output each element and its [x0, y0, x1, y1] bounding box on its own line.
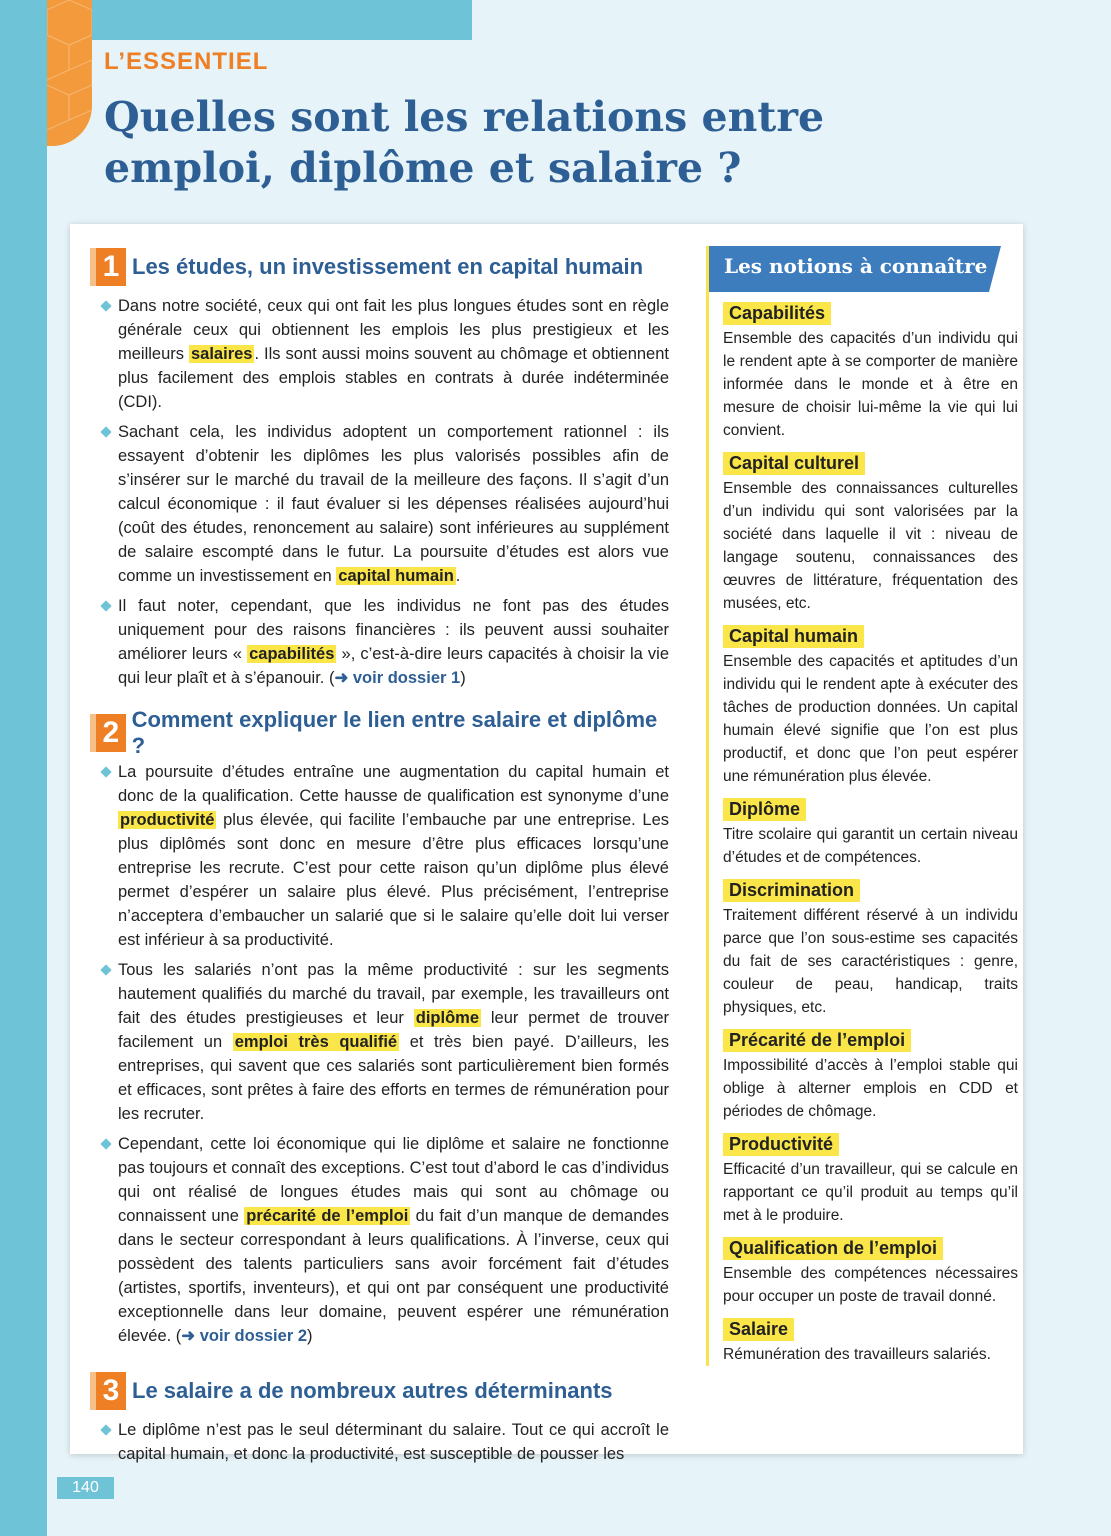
notion-definition: Ensemble des capacités d’un individu qui le rendent apte à se comporter de manière informée dans le monde et à être en mesure de choisir lui-même la vie qui lui convient. — [723, 330, 1018, 439]
section-1 — [90, 248, 669, 690]
page-number: 140 — [57, 1477, 114, 1499]
dossier-reference: ➜ voir dossier 2 — [181, 1327, 308, 1345]
notion-item — [723, 869, 1018, 1019]
notion-item — [723, 788, 1018, 869]
orange-tab-decoration — [47, 0, 92, 146]
section-header — [90, 707, 669, 758]
bullet-paragraph — [90, 594, 669, 690]
notion-term: Précarité de l’emploi — [723, 1029, 911, 1052]
notions-heading: Les notions à connaître — [724, 254, 988, 278]
text-run: Tous les salariés n’ont pas la même productivité : sur les segments hautement qualifiés du marché du travail, par exemple, les travailleurs ont fait des études prestigieuses et leur — [118, 961, 669, 1027]
notion-item — [723, 1227, 1018, 1308]
highlighted-term: précarité de l’emploi — [246, 1207, 409, 1225]
notions-sidebar — [706, 246, 1018, 1366]
section-paragraphs — [90, 1418, 669, 1466]
notion-definition: Rémunération des travailleurs salariés. — [723, 1346, 991, 1363]
text-run: . — [455, 567, 461, 585]
notion-item — [723, 1019, 1018, 1123]
bullet-paragraph — [90, 1418, 669, 1466]
notion-term: Diplôme — [723, 798, 806, 821]
section-header — [90, 248, 669, 286]
bullet-paragraph — [90, 420, 669, 588]
section-title: Comment expliquer le lien entre salaire et diplôme ? — [131, 707, 658, 758]
notion-item — [723, 1308, 1018, 1366]
notion-definition: Impossibilité d’accès à l’emploi stable qui oblige à alterner emplois en CDD et périodes de chômage. — [723, 1057, 1018, 1120]
bullet-paragraph — [90, 294, 669, 414]
highlighted-term: salaires — [191, 345, 253, 363]
notion-term: Capabilités — [723, 302, 831, 325]
text-run: . Ils sont aussi moins souvent au chômage et obtiennent plus facilement des emplois stables en contrats à durée indéterminée (CDI). — [118, 345, 669, 411]
section-number: 3 — [90, 1372, 126, 1410]
text-run: Il faut noter, cependant, que les individus ne font pas des études uniquement pour des raisons financières : ils peuvent aussi souhaiter améliorer leurs « — [118, 597, 669, 663]
highlighted-term: diplôme — [415, 1009, 480, 1027]
notion-item — [723, 292, 1018, 442]
notion-term: Productivité — [723, 1133, 839, 1156]
notion-definition: Ensemble des connaissances culturelles d’un individu qui sont valorisées par la société dans laquelle il vit : niveau de langage soutenu, connaissances des œuvres de littérature, fréquentation des musées, etc. — [723, 480, 1018, 612]
text-run: ) — [307, 1327, 313, 1345]
dossier-reference: ➜ voir dossier 1 — [334, 669, 461, 687]
kicker-label: L’ESSENTIEL — [104, 48, 269, 75]
notion-item — [723, 442, 1018, 615]
section-2 — [90, 707, 669, 1348]
section-header — [90, 1372, 669, 1410]
text-run: Le diplôme n’est pas le seul déterminant du salaire. Tout ce qui accroît le capital humain, et donc la productivité, est susceptible de pousser les — [118, 1421, 669, 1463]
text-run: du fait d’un manque de demandes dans le secteur correspondant à leurs qualifications. À l’inverse, ceux qui possèdent des talents particuliers sans avoir forcément fait d’études (artistes, sportifs, inventeurs), et qui ont par conséquent une productivité exceptionnelle dans leur domaine, peuvent espérer une rémunération élevée. ( — [118, 1207, 669, 1345]
notion-definition: Ensemble des compétences nécessaires pour occuper un poste de travail donné. — [723, 1265, 1018, 1305]
text-run: Dans notre société, ceux qui ont fait les plus longues études sont en règle générale ceux qui obtiennent les emplois les plus prestigieux et les meilleurs — [118, 297, 669, 363]
notions-header — [709, 246, 1001, 292]
section-title: Le salaire a de nombreux autres déterminants — [132, 1378, 613, 1403]
section-3 — [90, 1372, 669, 1466]
notion-term: Discrimination — [723, 879, 860, 902]
text-run: Cependant, cette loi économique qui lie diplôme et salaire ne fonctionne pas toujours et connaît des exceptions. C’est tout d’abord le cas d’individus qui ont réalisé de longues études mais qui sont au chômage ou connaissent une — [118, 1135, 669, 1225]
notion-definition: Ensemble des capacités et aptitudes d’un individu qui le rendent apte à exécuter des tâches de production données. Un capital humain élevé signifie que l’on est plus productif, et donc que l’on peut espérer une rémunération plus élevée. — [723, 653, 1018, 785]
text-run: », c’est-à-dire leurs capacités à choisir la vie qui leur plaît et à s’épanouir. ( — [118, 645, 669, 687]
notion-term: Capital culturel — [723, 452, 865, 475]
text-run: et très bien payé. D’ailleurs, les entreprises, qui savent que ces salariés sont particulièrement bien formés et efficaces, sont prêtes à faire des efforts en termes de rémunération pour les recruter. — [118, 1033, 669, 1123]
notion-item — [723, 1123, 1018, 1227]
notion-definition: Titre scolaire qui garantit un certain niveau d’études et de compétences. — [723, 826, 1018, 866]
section-paragraphs — [90, 760, 669, 1348]
notion-definition: Traitement différent réservé à un individu parce que l’on sous-estime ses capacités du fait de ses caractéristiques : genre, couleur de peau, handicap, traits physiques, etc. — [723, 907, 1018, 1016]
side-strip — [0, 0, 47, 1536]
section-title: Les études, un investissement en capital humain — [132, 254, 644, 279]
bullet-paragraph — [90, 1132, 669, 1348]
highlighted-term: productivité — [120, 811, 215, 829]
notion-term: Salaire — [723, 1318, 794, 1341]
text-run: plus élevée, qui facilite l’embauche par une entreprise. Les plus diplômés sont donc en mesure d’être plus efficaces lorsqu’une entreprise les recrute. C’est pour cette raison qu’un diplôme plus élevé permet d’espérer un salaire plus élevé. Plus précisément, l’entreprise n’acceptera d’embaucher un salarié que si le salaire qu’elle doit lui verser est inférieur à sa productivité. — [118, 811, 669, 949]
text-run: La poursuite d’études entraîne une augmentation du capital humain et donc de la qualification. Cette hausse de qualification est synonyme d’une — [118, 763, 669, 805]
bullet-paragraph — [90, 760, 669, 952]
main-column — [90, 248, 669, 1490]
notion-item — [723, 615, 1018, 788]
notions-list — [723, 292, 1018, 1366]
top-band — [47, 0, 472, 40]
notion-term: Qualification de l’emploi — [723, 1237, 943, 1260]
section-number: 1 — [90, 248, 126, 286]
notion-term: Capital humain — [723, 625, 864, 648]
text-run: Sachant cela, les individus adoptent un comportement rationnel : ils essayent d’obtenir les diplômes les plus valorisés possibles afin de s’insérer sur le marché du travail de la meilleure des façons. Il s’agit d’un calcul économique : il faut évaluer si les dépenses réalisées aujourd’hui (coût des études, renoncement au salaire) sont inférieures au supplément de salaire escompté dans le futur. La poursuite d’études est alors vue comme un investissement en — [118, 423, 669, 585]
section-number: 2 — [90, 714, 126, 752]
highlighted-term: emploi très qualifié — [234, 1033, 398, 1051]
text-run: leur permet de trouver facilement un — [118, 1009, 669, 1051]
content-card — [70, 224, 1023, 1463]
highlighted-term: capabilités — [249, 645, 335, 663]
section-paragraphs — [90, 294, 669, 690]
notion-definition: Efficacité d’un travailleur, qui se calcule en rapportant ce qu’il produit au temps qu’il met à le produire. — [723, 1161, 1018, 1224]
bullet-paragraph — [90, 958, 669, 1126]
page-title: Quelles sont les relations entre emploi, diplôme et salaire ? — [104, 93, 825, 192]
text-run: ) — [460, 669, 466, 687]
highlighted-term: capital humain — [338, 567, 454, 585]
